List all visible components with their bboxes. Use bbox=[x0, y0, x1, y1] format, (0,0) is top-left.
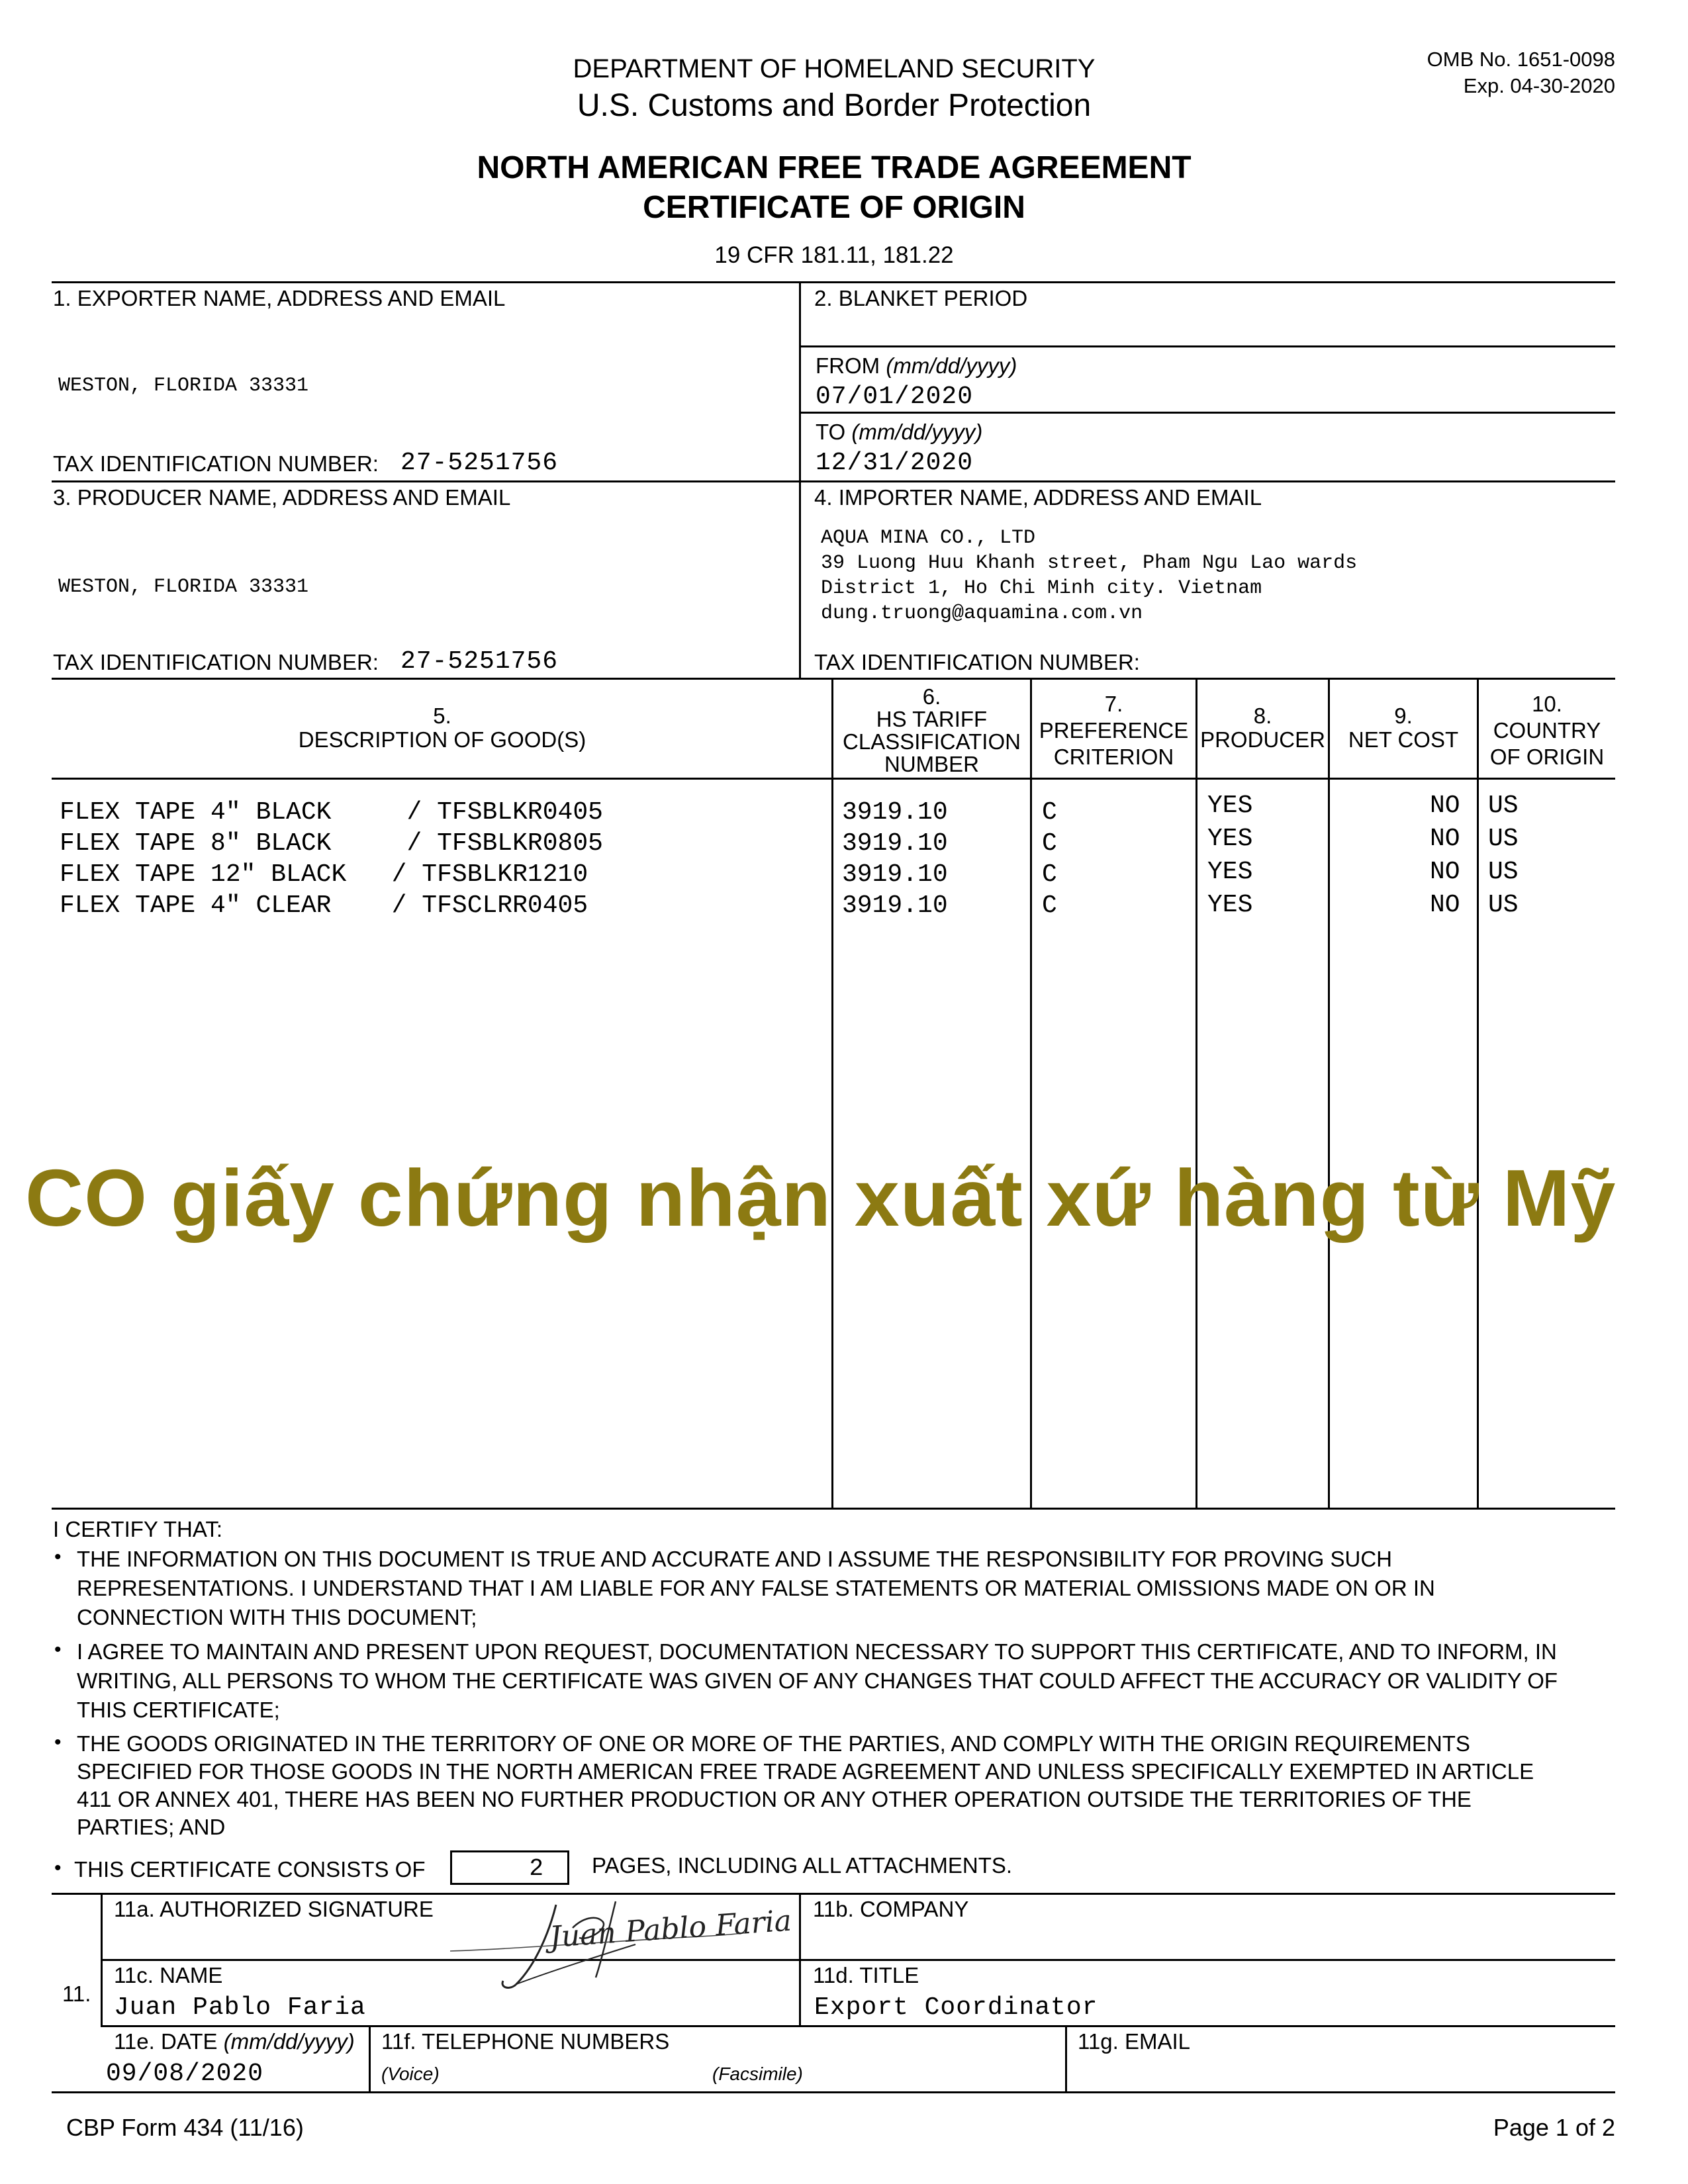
goods-description: FLEX TAPE 4" CLEAR / TFSCLRR0405 bbox=[60, 891, 588, 920]
rule bbox=[1196, 678, 1197, 1509]
goods-country: US bbox=[1488, 858, 1519, 886]
producer-tax-id: 27-5251756 bbox=[400, 647, 559, 676]
goods-criterion: C bbox=[1042, 829, 1057, 858]
rule bbox=[1328, 678, 1330, 1509]
bullet-icon: • bbox=[54, 1857, 62, 1879]
col-10-line1: COUNTRY bbox=[1493, 718, 1601, 743]
certify-p1-line: CONNECTION WITH THIS DOCUMENT; bbox=[77, 1605, 477, 1629]
goods-description: FLEX TAPE 12" BLACK / TFSBLKR1210 bbox=[60, 860, 588, 889]
col-criterion-header bbox=[1032, 691, 1196, 770]
goods-description: FLEX TAPE 8" BLACK / TFSBLKR0805 bbox=[60, 829, 603, 858]
goods-hs-code: 3919.10 bbox=[842, 829, 948, 858]
blanket-from-label bbox=[816, 353, 1017, 379]
importer-street: 39 Luong Huu Khanh street, Pham Ngu Lao wards bbox=[821, 552, 1358, 574]
name-label: 11c. NAME bbox=[114, 1963, 223, 1987]
importer-email: dung.truong@aquamina.com.vn bbox=[821, 602, 1143, 625]
from-text: FROM bbox=[816, 353, 880, 378]
agency-name: U.S. Customs and Border Protection bbox=[577, 88, 1092, 123]
bullet-icon: • bbox=[54, 1731, 62, 1753]
rule bbox=[1477, 678, 1479, 1509]
rule bbox=[369, 2025, 371, 2093]
from-format: (mm/dd/yyyy) bbox=[886, 353, 1017, 378]
col-hs-header bbox=[833, 686, 1030, 776]
importer-city: District 1, Ho Chi Minh city. Vietnam bbox=[821, 577, 1262, 600]
company-label: 11b. COMPANY bbox=[813, 1897, 969, 1921]
goods-producer: YES bbox=[1207, 858, 1253, 886]
cfr-reference: 19 CFR 181.11, 181.22 bbox=[714, 242, 954, 268]
col-6-number: 6. bbox=[922, 684, 941, 709]
goods-country: US bbox=[1488, 891, 1519, 919]
certify-p2-line: I AGREE TO MAINTAIN AND PRESENT UPON REQUEST, DOCUMENTATION NECESSARY TO SUPPORT THIS CERTIFICATE, AND TO INFORM, IN bbox=[77, 1639, 1557, 1664]
col-8-number: 8. bbox=[1253, 704, 1272, 728]
pages-count: 2 bbox=[529, 1855, 543, 1882]
rule bbox=[799, 345, 1615, 347]
goods-producer: YES bbox=[1207, 792, 1253, 820]
certify-p3-line: PARTIES; AND bbox=[77, 1815, 226, 1839]
goods-description: FLEX TAPE 4" BLACK / TFSBLKR0405 bbox=[60, 798, 603, 827]
col-7-number: 7. bbox=[1104, 692, 1123, 716]
certify-heading: I CERTIFY THAT: bbox=[53, 1517, 223, 1541]
certify-paragraph-1 bbox=[77, 1545, 1619, 1632]
pages-prefix: THIS CERTIFICATE CONSISTS OF bbox=[74, 1857, 426, 1882]
form-title-line2: CERTIFICATE OF ORIGIN bbox=[643, 190, 1025, 225]
blanket-to-label bbox=[816, 420, 982, 445]
department-name: DEPARTMENT OF HOMELAND SECURITY bbox=[573, 54, 1096, 83]
title-label: 11d. TITLE bbox=[813, 1963, 919, 1987]
sign-date: 09/08/2020 bbox=[106, 2060, 264, 2088]
section-11-number: 11. bbox=[62, 1981, 91, 2006]
col-6-line1: HS TARIFF bbox=[876, 707, 988, 731]
col-9-number: 9. bbox=[1394, 704, 1413, 728]
form-number: CBP Form 434 (11/16) bbox=[66, 2114, 304, 2141]
fax-label: (Facsimile) bbox=[712, 2064, 803, 2084]
goods-net-cost: NO bbox=[1430, 858, 1460, 886]
col-6-line3: NUMBER bbox=[884, 752, 979, 776]
certify-p3-line: 411 OR ANNEX 401, THERE HAS BEEN NO FURTHER PRODUCTION OR ANY OTHER OPERATION OUTSIDE THE TERRITORIES OF THE bbox=[77, 1787, 1472, 1811]
document-header bbox=[0, 0, 1688, 268]
col-country-header bbox=[1479, 691, 1615, 770]
blanket-from-date: 07/01/2020 bbox=[816, 383, 974, 411]
col-8-title: PRODUCER bbox=[1200, 727, 1325, 752]
col-producer-header bbox=[1197, 704, 1328, 752]
page-number: Page 1 of 2 bbox=[1493, 2114, 1615, 2141]
rule bbox=[52, 778, 1615, 780]
exporter-tax-id: 27-5251756 bbox=[400, 449, 559, 477]
certify-p2-line: THIS CERTIFICATE; bbox=[77, 1698, 280, 1722]
goods-producer: YES bbox=[1207, 825, 1253, 853]
telephone-label: 11f. TELEPHONE NUMBERS bbox=[381, 2029, 670, 2054]
exporter-address: WESTON, FLORIDA 33331 bbox=[58, 375, 309, 397]
date-label-text: 11e. DATE bbox=[114, 2029, 218, 2054]
producer-tax-label: TAX IDENTIFICATION NUMBER: bbox=[53, 650, 379, 674]
goods-hs-code: 3919.10 bbox=[842, 798, 948, 827]
goods-criterion: C bbox=[1042, 798, 1057, 827]
rule bbox=[1030, 678, 1032, 1509]
rule bbox=[101, 2025, 1615, 2027]
rule bbox=[799, 412, 1615, 414]
pages-count-box bbox=[450, 1850, 569, 1885]
certify-p1-line: REPRESENTATIONS. I UNDERSTAND THAT I AM LIABLE FOR ANY FALSE STATEMENTS OR MATERIAL OMISSIONS MADE ON OR IN bbox=[77, 1576, 1435, 1600]
rule bbox=[101, 1959, 1615, 1961]
goods-producer: YES bbox=[1207, 891, 1253, 919]
to-format: (mm/dd/yyyy) bbox=[851, 420, 983, 444]
certify-p3-line: SPECIFIED FOR THOSE GOODS IN THE NORTH AMERICAN FREE TRADE AGREEMENT AND UNLESS SPECIFICALLY EXEMPTED IN ARTICLE bbox=[77, 1759, 1534, 1784]
certify-p2-line: WRITING, ALL PERSONS TO WHOM THE CERTIFICATE WAS GIVEN OF ANY CHANGES THAT COULD AFFECT THE ACCURACY OR VALIDITY OF bbox=[77, 1668, 1558, 1693]
date-format: (mm/dd/yyyy) bbox=[223, 2029, 355, 2054]
authorized-signature-label: 11a. AUTHORIZED SIGNATURE bbox=[114, 1897, 434, 1921]
signer-title: Export Coordinator bbox=[814, 1993, 1098, 2022]
goods-net-cost: NO bbox=[1430, 825, 1460, 853]
goods-criterion: C bbox=[1042, 860, 1057, 889]
rule bbox=[52, 281, 1615, 283]
goods-country: US bbox=[1488, 792, 1519, 820]
importer-label: 4. IMPORTER NAME, ADDRESS AND EMAIL bbox=[814, 485, 1262, 510]
form-title-line1: NORTH AMERICAN FREE TRADE AGREEMENT bbox=[477, 150, 1192, 185]
signature-graphic bbox=[437, 1891, 793, 1991]
exporter-tax-label: TAX IDENTIFICATION NUMBER: bbox=[53, 451, 379, 476]
watermark-text: CO giấy chứng nhận xuất xứ hàng từ Mỹ bbox=[25, 1153, 1617, 1243]
col-net-cost-header bbox=[1330, 704, 1477, 752]
email-label: 11g. EMAIL bbox=[1078, 2029, 1190, 2054]
producer-label: 3. PRODUCER NAME, ADDRESS AND EMAIL bbox=[53, 485, 511, 510]
bullet-icon: • bbox=[54, 1639, 62, 1661]
rule bbox=[52, 1893, 1615, 1895]
blanket-period-label: 2. BLANKET PERIOD bbox=[814, 286, 1028, 310]
voice-label: (Voice) bbox=[381, 2064, 440, 2084]
rule bbox=[831, 678, 833, 1509]
goods-hs-code: 3919.10 bbox=[842, 891, 948, 920]
col-9-title: NET COST bbox=[1348, 727, 1459, 752]
importer-tax-label: TAX IDENTIFICATION NUMBER: bbox=[814, 650, 1140, 674]
omb-number: OMB No. 1651-0098 bbox=[1427, 48, 1615, 71]
blanket-to-date: 12/31/2020 bbox=[816, 449, 974, 477]
rule bbox=[52, 2091, 1615, 2093]
col-10-line2: OF ORIGIN bbox=[1489, 745, 1605, 769]
signer-name: Juan Pablo Faria bbox=[114, 1993, 366, 2022]
col-5-title: DESCRIPTION OF GOOD(S) bbox=[298, 727, 586, 752]
to-text: TO bbox=[816, 420, 846, 444]
goods-net-cost: NO bbox=[1430, 891, 1460, 919]
signature-scrawl bbox=[437, 1891, 793, 1991]
signature-text: Juan Pablo Faria bbox=[548, 1903, 793, 1955]
goods-criterion: C bbox=[1042, 891, 1057, 920]
col-6-line2: CLASSIFICATION bbox=[843, 729, 1021, 754]
certify-p3-line: THE GOODS ORIGINATED IN THE TERRITORY OF ONE OR MORE OF THE PARTIES, AND COMPLY WITH THE ORIGIN REQUIREMENTS bbox=[77, 1731, 1470, 1756]
certify-p1-line: THE INFORMATION ON THIS DOCUMENT IS TRUE AND ACCURATE AND I ASSUME THE RESPONSIBILITY FOR PROVING SUCH bbox=[77, 1547, 1393, 1571]
pages-suffix: PAGES, INCLUDING ALL ATTACHMENTS. bbox=[592, 1853, 1013, 1878]
col-description-header bbox=[53, 704, 831, 752]
goods-country: US bbox=[1488, 825, 1519, 853]
expiration-date: Exp. 04-30-2020 bbox=[1463, 74, 1615, 97]
exporter-label: 1. EXPORTER NAME, ADDRESS AND EMAIL bbox=[53, 286, 506, 310]
bullet-icon: • bbox=[54, 1546, 62, 1568]
importer-name: AQUA MINA CO., LTD bbox=[821, 527, 1036, 549]
rule bbox=[1065, 2025, 1067, 2093]
goods-hs-code: 3919.10 bbox=[842, 860, 948, 889]
certify-paragraph-3 bbox=[77, 1730, 1619, 1841]
col-7-line1: PREFERENCE bbox=[1039, 718, 1189, 743]
rule bbox=[52, 678, 1615, 680]
col-7-line2: CRITERION bbox=[1053, 745, 1174, 769]
rule bbox=[52, 480, 1615, 482]
col-5-number: 5. bbox=[433, 704, 451, 728]
col-10-number: 10. bbox=[1532, 692, 1562, 716]
goods-net-cost: NO bbox=[1430, 792, 1460, 820]
certify-paragraph-2 bbox=[77, 1637, 1619, 1725]
producer-address: WESTON, FLORIDA 33331 bbox=[58, 576, 309, 598]
rule bbox=[52, 1508, 1615, 1510]
date-label bbox=[114, 2029, 355, 2054]
